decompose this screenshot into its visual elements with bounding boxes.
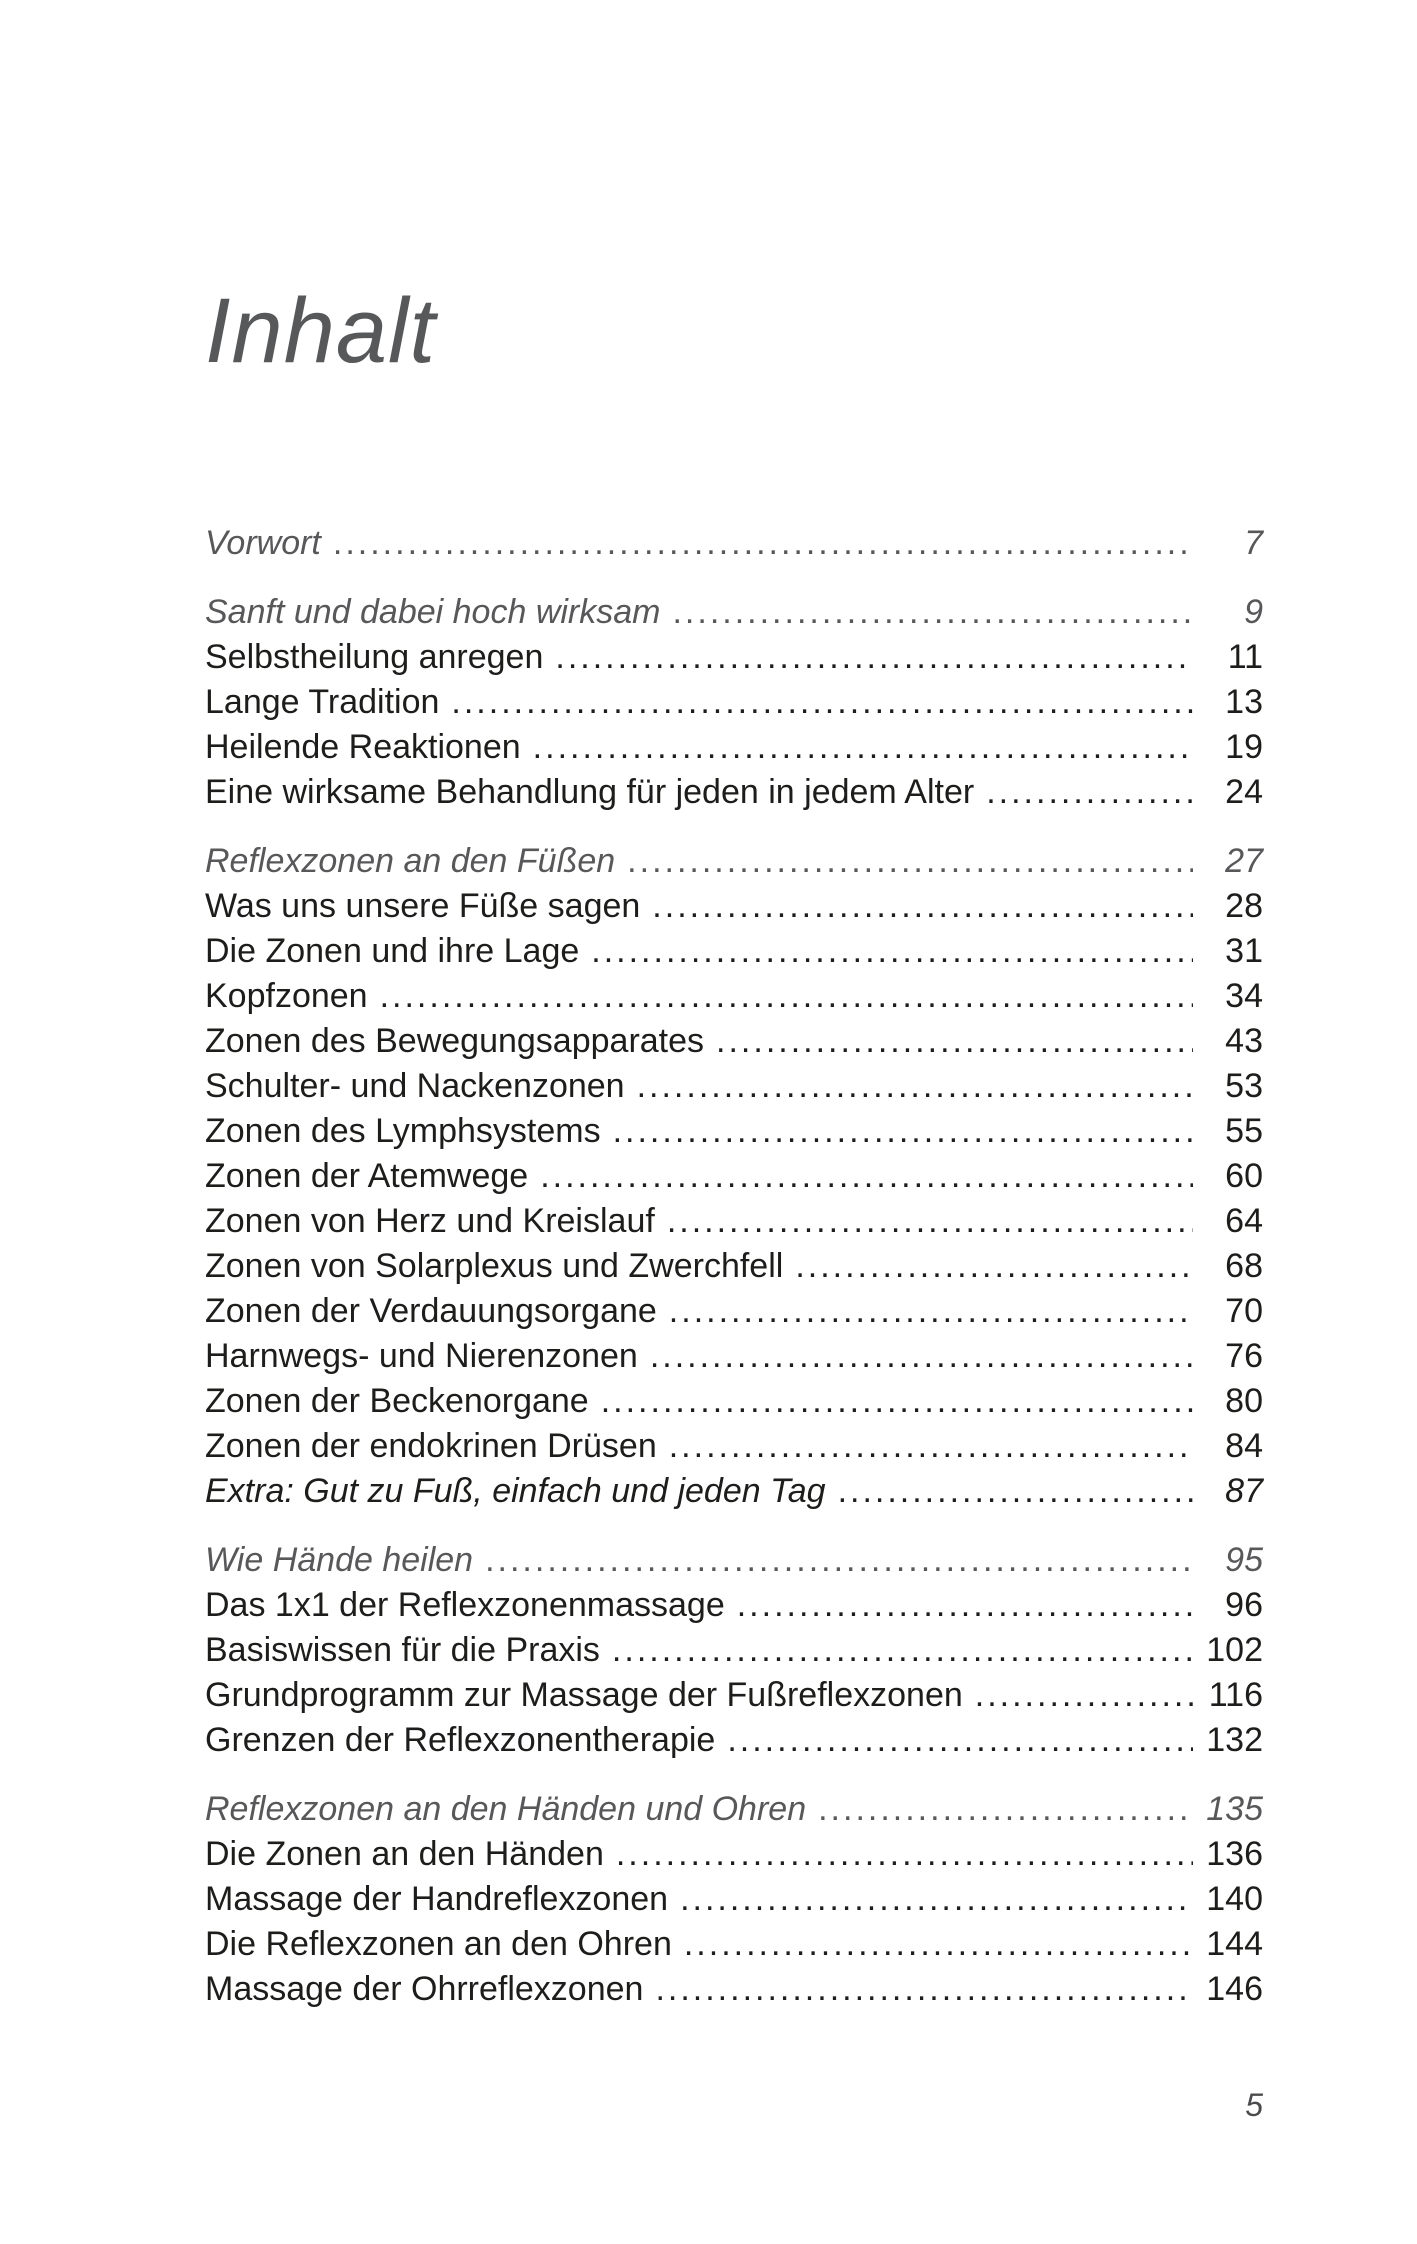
toc-entry-label: Das 1x1 der Reflexzonenmassage [205,1586,725,1624]
toc-entry-label: Selbstheilung anregen [205,638,544,676]
toc-entry-page: 31 [1225,932,1263,970]
toc-entry [205,635,1263,680]
toc-dot-leader [601,1379,1193,1424]
toc-entry [205,1109,1263,1154]
toc-entry-page: 24 [1225,773,1263,811]
toc-dot-leader [591,929,1193,974]
toc-dot-leader [669,1424,1193,1469]
toc-entry-page: 27 [1225,842,1263,880]
toc-entry-label: Harnwegs- und Nierenzonen [205,1337,638,1375]
toc-entry-label: Extra: Gut zu Fuß, einfach und jeden Tag [205,1472,826,1510]
toc-entry-label: Reflexzonen an den Füßen [205,842,616,880]
toc-entry-label: Heilende Reaktionen [205,728,521,766]
toc-entry-page: 70 [1225,1292,1263,1330]
toc-dot-leader [727,1718,1193,1763]
toc-entry [205,1019,1263,1064]
toc-entry-page: 140 [1206,1880,1263,1918]
toc-entry-label: Schulter- und Nackenzonen [205,1067,625,1105]
toc-dot-leader [650,1334,1193,1379]
toc-entry-label: Die Zonen an den Händen [205,1835,604,1873]
toc-dot-leader [627,839,1193,884]
toc-entry [205,1832,1263,1877]
toc-entry [205,1199,1263,1244]
toc-group [205,521,1263,566]
toc-group [205,839,1263,1514]
toc-entry-label: Wie Hände heilen [205,1541,474,1579]
toc-entry [205,680,1263,725]
toc-entry-label: Zonen der Atemwege [205,1157,529,1195]
toc-entry-page: 34 [1225,977,1263,1015]
toc-entry [205,1628,1263,1673]
toc-dot-leader [986,770,1193,815]
toc-entry-page: 53 [1225,1067,1263,1105]
toc-dot-leader [485,1538,1193,1583]
toc-entry [205,929,1263,974]
toc-entry-label: Lange Tradition [205,683,440,721]
toc-entry [205,1787,1263,1832]
toc-entry [205,1379,1263,1424]
toc-entry [205,884,1263,929]
toc-entry-page: 68 [1225,1247,1263,1285]
toc-entry-page: 95 [1225,1541,1263,1579]
toc-group [205,1538,1263,1763]
toc-dot-leader [613,1109,1193,1154]
toc-entry-label: Basiswissen für die Praxis [205,1631,600,1669]
toc-entry-page: 136 [1206,1835,1263,1873]
toc-dot-leader [716,1019,1193,1064]
toc-entry [205,1538,1263,1583]
toc-dot-leader [616,1832,1193,1877]
toc-entry [205,1922,1263,1967]
toc-entry [205,1583,1263,1628]
toc-entry [205,590,1263,635]
toc-group [205,590,1263,815]
toc-dot-leader [380,974,1193,1019]
toc-entry-page: 146 [1206,1970,1263,2008]
page-content [205,280,1263,2012]
toc-entry [205,1244,1263,1289]
toc-entry-page: 132 [1206,1721,1263,1759]
toc-entry [205,1289,1263,1334]
toc-entry-page: 9 [1244,593,1263,631]
toc-dot-leader [333,521,1193,566]
toc-dot-leader [669,1289,1193,1334]
toc-entry-page: 87 [1225,1472,1263,1510]
toc-dot-leader [612,1628,1193,1673]
toc-entry-page: 116 [1208,1676,1263,1714]
toc-entry [205,770,1263,815]
toc-entry-label: Kopfzonen [205,977,368,1015]
toc-dot-leader [533,725,1193,770]
toc-entry-page: 7 [1244,524,1263,562]
toc-entry-page: 80 [1225,1382,1263,1420]
toc-entry [205,1424,1263,1469]
toc-entry-page: 11 [1227,638,1263,676]
toc-entry-page: 96 [1225,1586,1263,1624]
toc-entry-label: Zonen von Solarplexus und Zwerchfell [205,1247,784,1285]
toc-entry-page: 144 [1206,1925,1263,1963]
toc-entry-label: Zonen des Bewegungsapparates [205,1022,705,1060]
toc-entry-label: Zonen des Lymphsystems [205,1112,601,1150]
toc-entry [205,1718,1263,1763]
toc-entry [205,974,1263,1019]
toc-group [205,1787,1263,2012]
toc-entry [205,521,1263,566]
toc-dot-leader [672,590,1193,635]
toc-entry-page: 76 [1225,1337,1263,1375]
toc-entry-label: Grundprogramm zur Massage der Fußreflexzonen [205,1676,963,1714]
toc-entry [205,839,1263,884]
toc-entry [205,725,1263,770]
toc-entry [205,1877,1263,1922]
toc-entry-page: 55 [1225,1112,1263,1150]
toc-entry-label: Sanft und dabei hoch wirksam [205,593,661,631]
toc-dot-leader [795,1244,1193,1289]
toc-entry-label: Massage der Ohrreflexzonen [205,1970,644,2008]
toc-entry-page: 84 [1225,1427,1263,1465]
toc-entry-page: 13 [1225,683,1263,721]
toc-dot-leader [737,1583,1193,1628]
toc-entry-page: 43 [1225,1022,1263,1060]
toc-entry-label: Vorwort [205,524,321,562]
toc-entry-page: 64 [1225,1202,1263,1240]
toc-entry [205,1967,1263,2012]
page-title: Inhalt [205,280,437,382]
toc-dot-leader [667,1199,1193,1244]
toc-entry-label: Eine wirksame Behandlung für jeden in jedem Alter [205,773,975,811]
toc-entry [205,1154,1263,1199]
toc-entry-label: Massage der Handreflexzonen [205,1880,669,1918]
toc-entry-label: Die Zonen und ihre Lage [205,932,580,970]
toc-entry-label: Zonen der Beckenorgane [205,1382,589,1420]
toc-entry-page: 19 [1225,728,1263,766]
toc-entry-label: Grenzen der Reflexzonentherapie [205,1721,716,1759]
toc [205,521,1263,2012]
toc-entry-page: 60 [1225,1157,1263,1195]
toc-dot-leader [838,1469,1193,1514]
toc-entry-page: 135 [1206,1790,1263,1828]
toc-dot-leader [684,1922,1193,1967]
folio-page-number: 5 [1245,2087,1263,2123]
toc-dot-leader [680,1877,1193,1922]
toc-dot-leader [451,680,1193,725]
toc-entry-label: Zonen von Herz und Kreislauf [205,1202,655,1240]
toc-entry [205,1673,1263,1718]
toc-entry [205,1469,1263,1514]
toc-dot-leader [652,884,1193,929]
toc-dot-leader [540,1154,1193,1199]
toc-dot-leader [555,635,1193,680]
toc-entry-page: 28 [1225,887,1263,925]
toc-dot-leader [818,1787,1193,1832]
toc-entry-label: Die Reflexzonen an den Ohren [205,1925,672,1963]
toc-entry-label: Was uns unsere Füße sagen [205,887,641,925]
toc-entry [205,1064,1263,1109]
toc-entry-page: 102 [1206,1631,1263,1669]
toc-entry-label: Reflexzonen an den Händen und Ohren [205,1790,807,1828]
toc-dot-leader [637,1064,1193,1109]
toc-entry [205,1334,1263,1379]
toc-dot-leader [975,1673,1193,1718]
toc-entry-label: Zonen der endokrinen Drüsen [205,1427,657,1465]
toc-dot-leader [655,1967,1193,2012]
toc-entry-label: Zonen der Verdauungsorgane [205,1292,657,1330]
